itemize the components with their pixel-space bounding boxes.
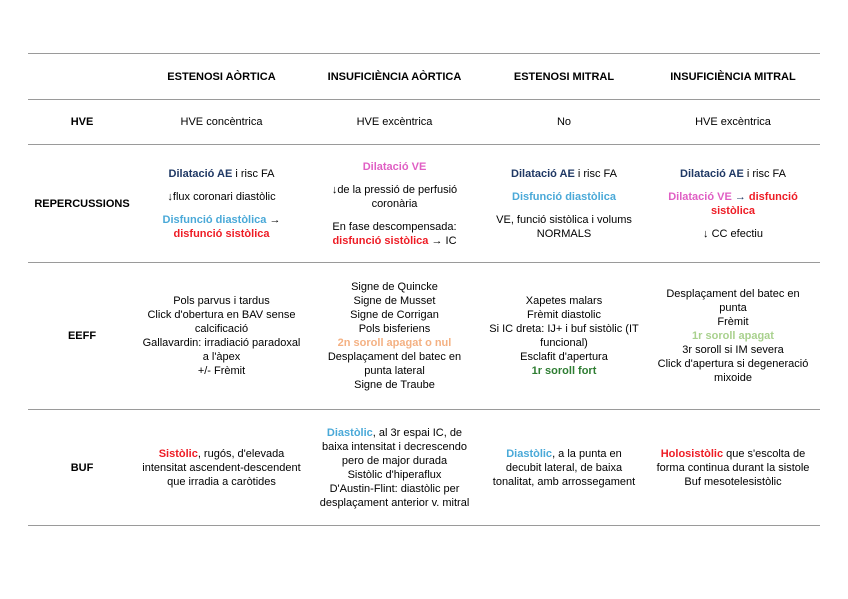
buf-ia-b: , al 3r espai IC, de baixa intensitat i decrescendo pero de major durada	[322, 426, 467, 467]
eeff-ea	[136, 263, 307, 410]
buf-ia-a: Diastòlic	[326, 426, 373, 439]
row-buf	[28, 410, 820, 526]
rep-ia-l2: ↓de la pressió de perfusió coronària	[331, 183, 458, 210]
rep-im-l3: ↓ CC efectiu	[703, 227, 763, 240]
eeff-ia-l5: 2n soroll apagat o nul	[337, 337, 452, 349]
rep-ia-l4a: disfunció sistòlica	[332, 234, 429, 247]
eeff-em-l4: Esclafit d'apertura	[520, 351, 608, 363]
buf-ea	[136, 410, 307, 526]
eeff-ea-l4: +/- Frèmit	[197, 365, 246, 377]
row-label-buf: BUF	[28, 410, 136, 526]
header-estenosi-aortica: ESTENOSI AÒRTICA	[136, 54, 307, 100]
rep-im	[646, 145, 820, 263]
buf-em-b: , a la punta en decubit lateral, de baixa tonalitat, amb arrossegament	[492, 447, 636, 488]
header-insuficiencia-aortica: INSUFICIÈNCIA AÒRTICA	[307, 54, 482, 100]
eeff-ia-l6: Desplaçament del batec en punta lateral	[327, 351, 462, 377]
eeff-im-l2: Frèmit	[717, 316, 749, 328]
rep-ia-l4b: → IC	[428, 234, 457, 247]
rep-em-l2: Disfunció diastòlica	[512, 190, 616, 203]
row-label-hve: HVE	[28, 100, 136, 145]
eeff-em	[482, 263, 646, 410]
rep-em	[482, 145, 646, 263]
header-row	[28, 54, 820, 100]
buf-ia-l2: Sistòlic d'hiperaflux	[347, 468, 442, 481]
buf-ia-l3: D'Austin-Flint: diastòlic per desplaçament anterior v. mitral	[319, 482, 470, 509]
rep-ea-l3b: →	[266, 213, 281, 226]
rep-ea	[136, 145, 307, 263]
hve-em: No	[482, 100, 646, 145]
rep-ia	[307, 145, 482, 263]
rep-im-l2b: →	[731, 190, 749, 203]
eeff-ia-l2: Signe de Musset	[353, 295, 436, 307]
eeff-em-l5: 1r soroll fort	[531, 365, 597, 377]
rep-ea-l3a: Disfunció diastòlica	[162, 213, 267, 226]
rep-ea-l2: ↓flux coronari diastòlic	[167, 190, 276, 203]
hve-ia: HVE excèntrica	[307, 100, 482, 145]
rep-im-l1b: i risc FA	[743, 167, 786, 180]
header-empty	[28, 54, 136, 100]
eeff-ia-l3: Signe de Corrigan	[350, 309, 439, 321]
rep-im-l1a: Dilatació AE	[680, 167, 744, 180]
row-eeff	[28, 263, 820, 410]
rep-ea-l4: disfunció sistòlica	[173, 227, 270, 240]
rep-em-l1b: i risc FA	[574, 167, 617, 180]
buf-ia	[307, 410, 482, 526]
rep-ia-l3: En fase descompensada:	[332, 220, 457, 233]
rep-im-l2c: disfunció sistòlica	[710, 190, 798, 217]
row-repercussions	[28, 145, 820, 263]
hve-im: HVE excèntrica	[646, 100, 820, 145]
rep-ia-l1: Dilatació VE	[362, 160, 427, 173]
eeff-im	[646, 263, 820, 410]
rep-em-l1a: Dilatació AE	[511, 167, 575, 180]
header-insuficiencia-mitral: INSUFICIÈNCIA MITRAL	[646, 54, 820, 100]
eeff-ia-l1: Signe de Quincke	[351, 281, 438, 293]
eeff-ea-l2: Click d'obertura en BAV sense calcificació	[147, 309, 296, 335]
rep-ea-l1a: Dilatació AE	[168, 167, 233, 180]
buf-im-l2: Buf mesotelesistòlic	[684, 475, 782, 488]
eeff-ea-l3: Gallavardin: irradiació paradoxal a l'àpex	[142, 337, 301, 363]
eeff-em-l2: Frèmit diastolic	[527, 309, 601, 321]
rep-im-l2a: Dilatació VE	[668, 190, 732, 203]
eeff-ia-l7: Signe de Traube	[354, 379, 435, 391]
buf-im-a: Holosistòlic	[660, 447, 724, 460]
eeff-im-l1: Desplaçament del batec en punta	[666, 288, 800, 314]
buf-ea-b: , rugós, d'elevada intensitat ascendent-descendent que irradia a caròtides	[142, 447, 301, 488]
rep-em-l3: VE, funció sistòlica i volums NORMALS	[496, 213, 632, 240]
eeff-im-l5: Click d'apertura si degeneració mixoide	[657, 358, 809, 384]
row-label-repercussions: REPERCUSSIONS	[28, 145, 136, 263]
hve-ea: HVE concèntrica	[136, 100, 307, 145]
eeff-ia	[307, 263, 482, 410]
buf-em	[482, 410, 646, 526]
row-hve	[28, 100, 820, 145]
eeff-ia-l4: Pols bisferiens	[358, 323, 431, 335]
eeff-im-l3: 1r soroll apagat	[692, 330, 774, 342]
valvulopathy-table	[28, 53, 820, 526]
header-estenosi-mitral: ESTENOSI MITRAL	[482, 54, 646, 100]
buf-im	[646, 410, 820, 526]
buf-em-a: Diastòlic	[506, 447, 553, 460]
rep-ea-l1b: i risc FA	[232, 167, 275, 180]
eeff-ea-l1: Pols parvus i tardus	[173, 295, 270, 307]
eeff-im-l4: 3r soroll si IM severa	[682, 344, 784, 356]
eeff-em-l1: Xapetes malars	[525, 295, 603, 307]
eeff-em-l3: Si IC dreta: IJ+ i buf sistòlic (IT funcional)	[489, 323, 639, 349]
buf-im-b: que s'escolta de forma continua durant la sistole	[656, 447, 810, 474]
row-label-eeff: EEFF	[28, 263, 136, 410]
buf-ea-a: Sistòlic	[158, 447, 198, 460]
